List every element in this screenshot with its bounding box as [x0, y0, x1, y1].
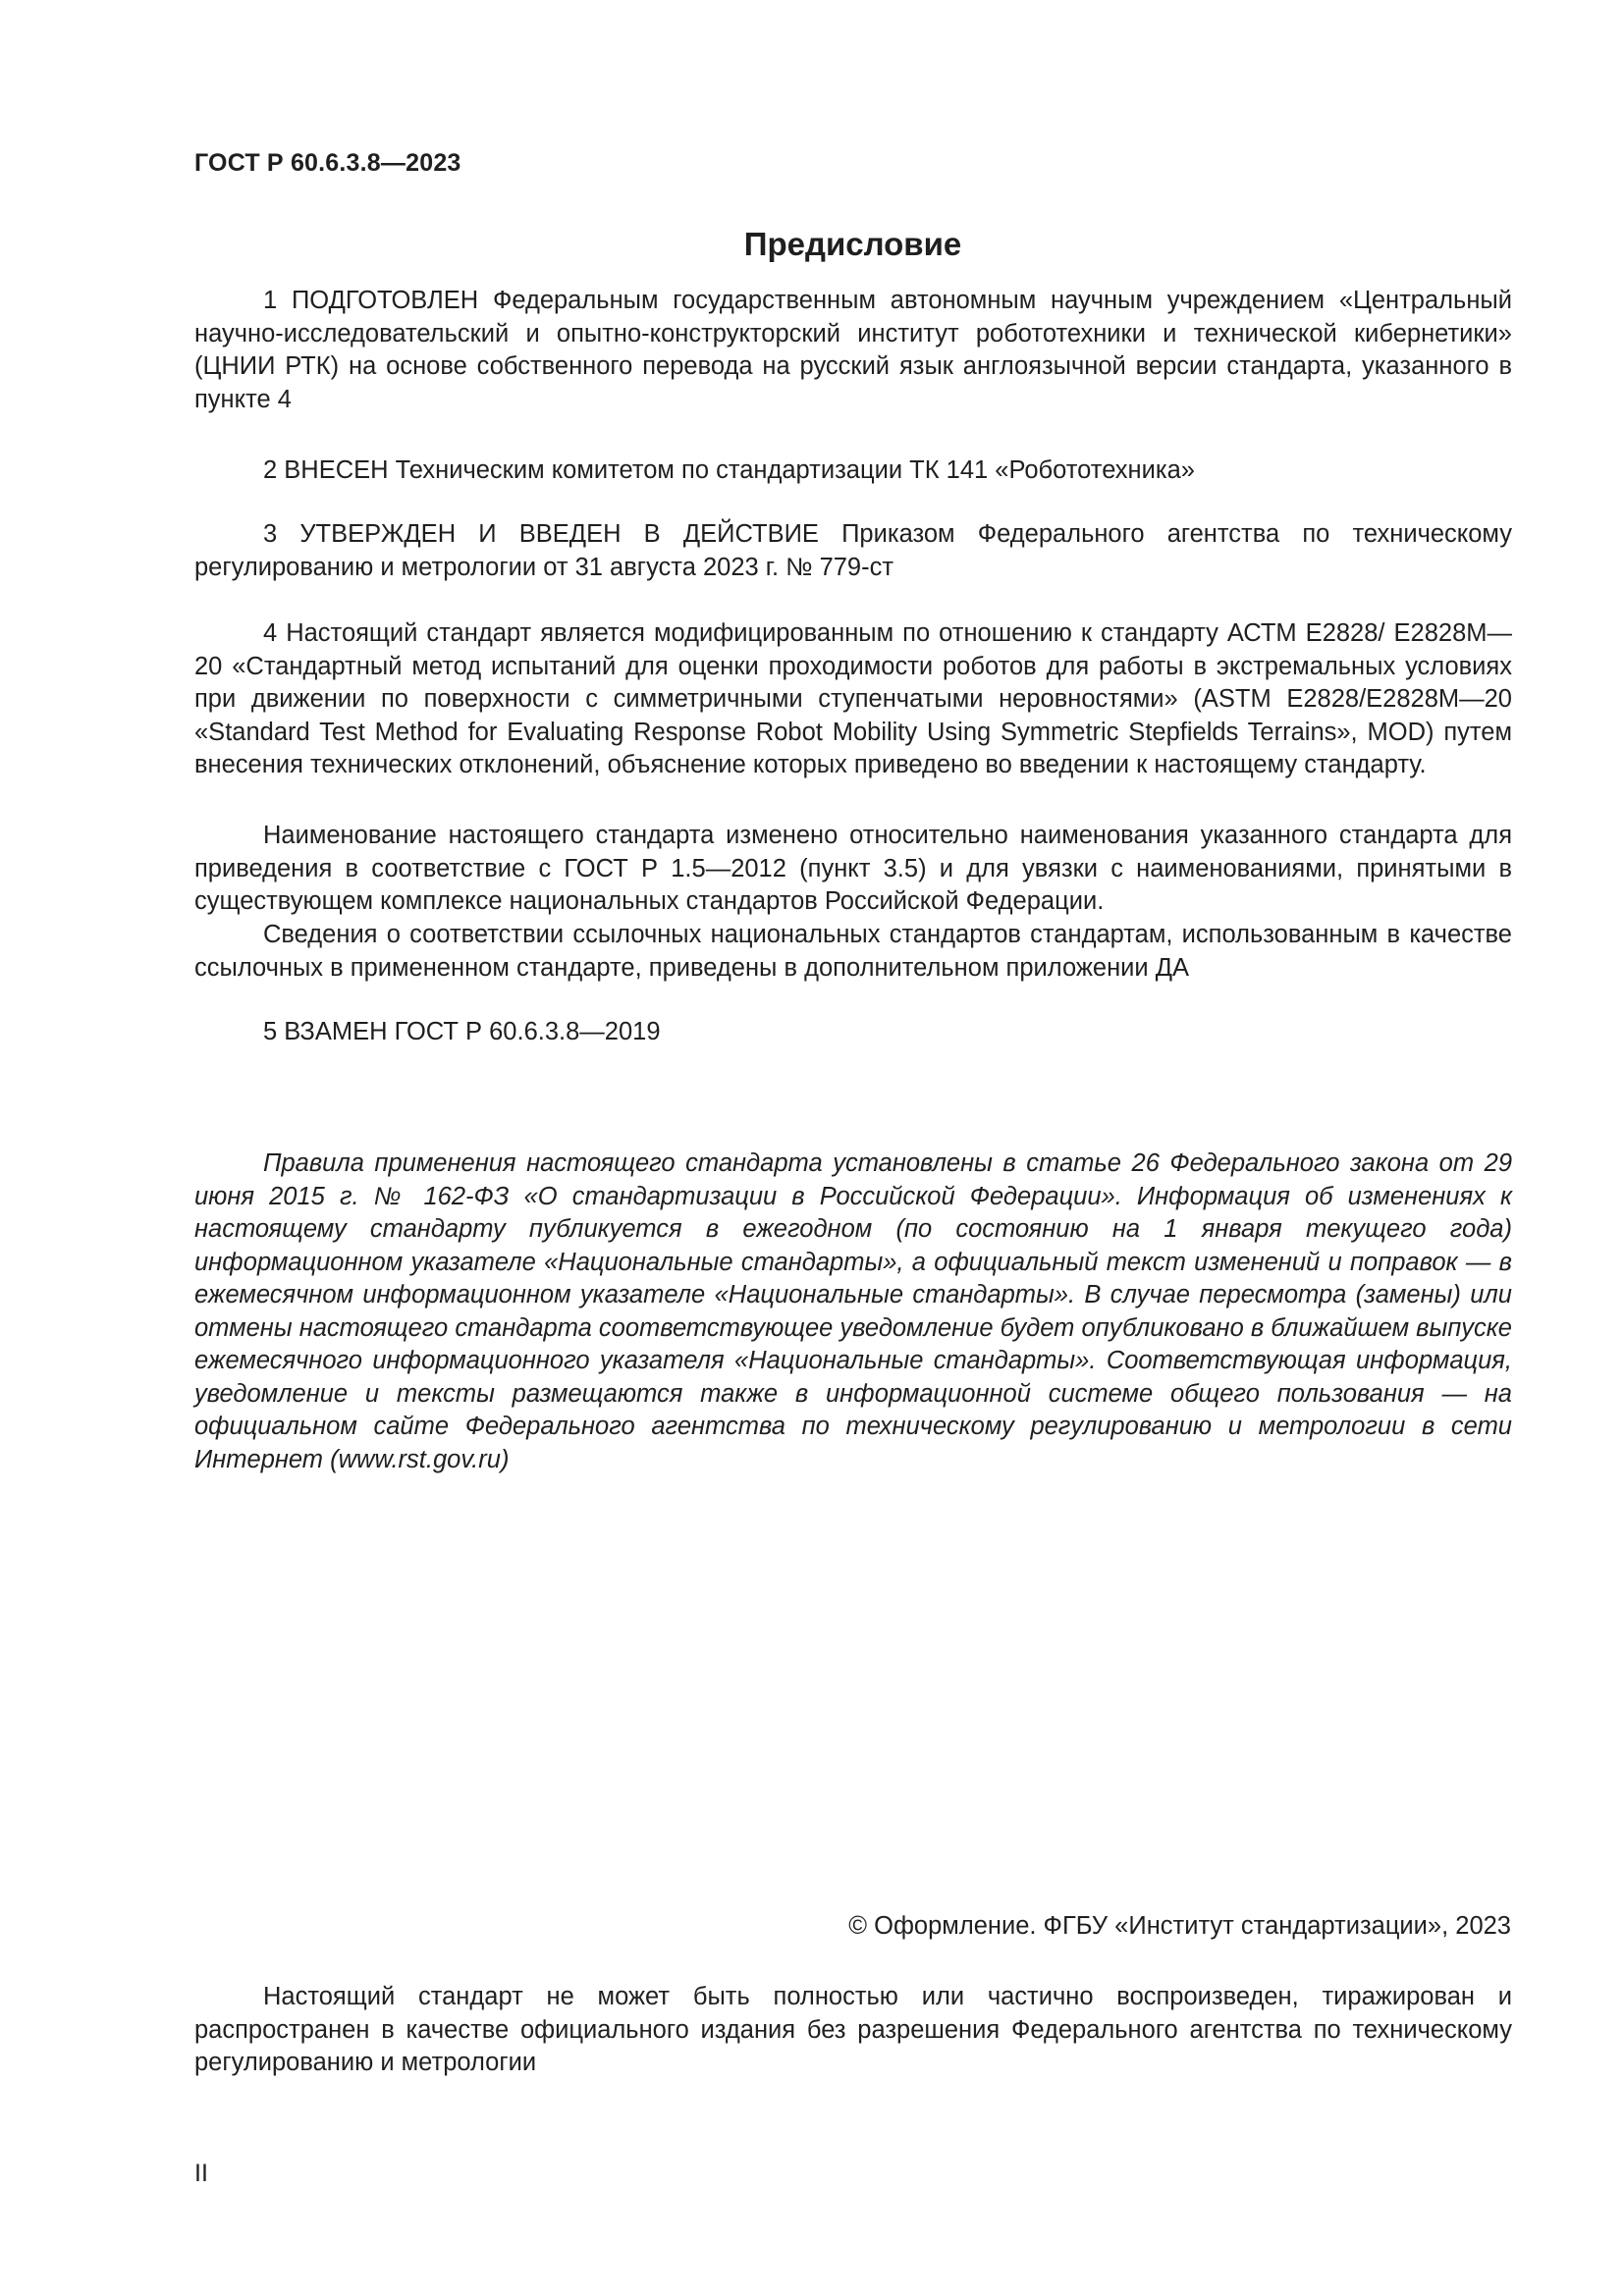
document-header-id: ГОСТ Р 60.6.3.8—2023: [194, 149, 461, 177]
foreword-item-5: 5 ВЗАМЕН ГОСТ Р 60.6.3.8—2019: [263, 1018, 661, 1045]
foreword-item-2: 2 ВНЕСЕН Техническим комитетом по стандартизации ТК 141 «Робототехника»: [263, 456, 1195, 484]
foreword-item-4-naming: Наименование настоящего стандарта изменено относительно наименования указанного стандарта для приведения в соответствие с ГОСТ Р 1.5—2012 (пункт 3.5) и для увязки с наименованиями, принятыми в существующем комплексе национальных стандартов Российской Федерации.: [194, 822, 1512, 915]
reproduction-notice: Настоящий стандарт не может быть полностью или частично воспроизведен, тиражирован и распространен в качестве официального издания без разрешения Федерального агентства по техническому регулированию и метрологии: [194, 1983, 1512, 2076]
foreword-item-1: 1 ПОДГОТОВЛЕН Федеральным государственным автономным научным учреждением «Центральный научно-исследовательский и опытно-конструкторский институт робототехники и технической кибернетики» (ЦНИИ РТК) на основе собственного перевода на русский язык англоязычной версии стандарта, указанного в пункте 4: [194, 287, 1512, 413]
page-number: II: [194, 2160, 208, 2187]
page-title: Предисловие: [743, 226, 962, 262]
rules-notice: Правила применения настоящего стандарта установлены в статье 26 Федерального закона от 29 июня 2015 г. № 162-ФЗ «О стандартизации в Российской Федерации». Информация об изменениях к настоящему стандарту публикуется в ежегодном (по состоянию на 1 января текущего года) информационном указателе «Национальные стандарты», а официальный текст изменений и поправок — в ежемесячном информационном указателе «Национальные стандарты». В случае пересмотра (замены) или отмены настоящего стандарта соответствующее уведомление будет опубликовано в ближайшем выпуске ежемесячного информационного указателя «Национальные стандарты». Соответствующая информация, уведомление и тексты размещаются также в информационной системе общего пользования — на официальном сайте Федерального агентства по техническому регулированию и метрологии в сети Интернет (www.rst.gov.ru): [194, 1149, 1512, 1473]
foreword-item-3: 3 УТВЕРЖДЕН И ВВЕДЕН В ДЕЙСТВИЕ Приказом Федерального агентства по техническому регулированию и метрологии от 31 августа 2023 г. № 779-ст: [194, 520, 1512, 581]
foreword-item-4: 4 Настоящий стандарт является модифицированным по отношению к стандарту АСТМ Е2828/ Е2828М—20 «Стандартный метод испытаний для оценки проходимости роботов для работы в экстремальных условиях при движении по поверхности с симметричными ступенчатыми неровностями» (ASTM E2828/E2828M—20 «Standard Test Method for Evaluating Response Robot Mobility Using Symmetric Stepfields Terrains», MOD) путем внесения технических отклонений, объяснение которых приведено во введении к настоящему стандарту.: [194, 619, 1512, 778]
foreword-item-4-references: Сведения о соответствии ссылочных национальных стандартов стандартам, использованным в качестве ссылочных в примененном стандарте, приведены в дополнительном приложении ДА: [194, 921, 1512, 982]
copyright-notice: © Оформление. ФГБУ «Институт стандартизации», 2023: [848, 1912, 1511, 1940]
